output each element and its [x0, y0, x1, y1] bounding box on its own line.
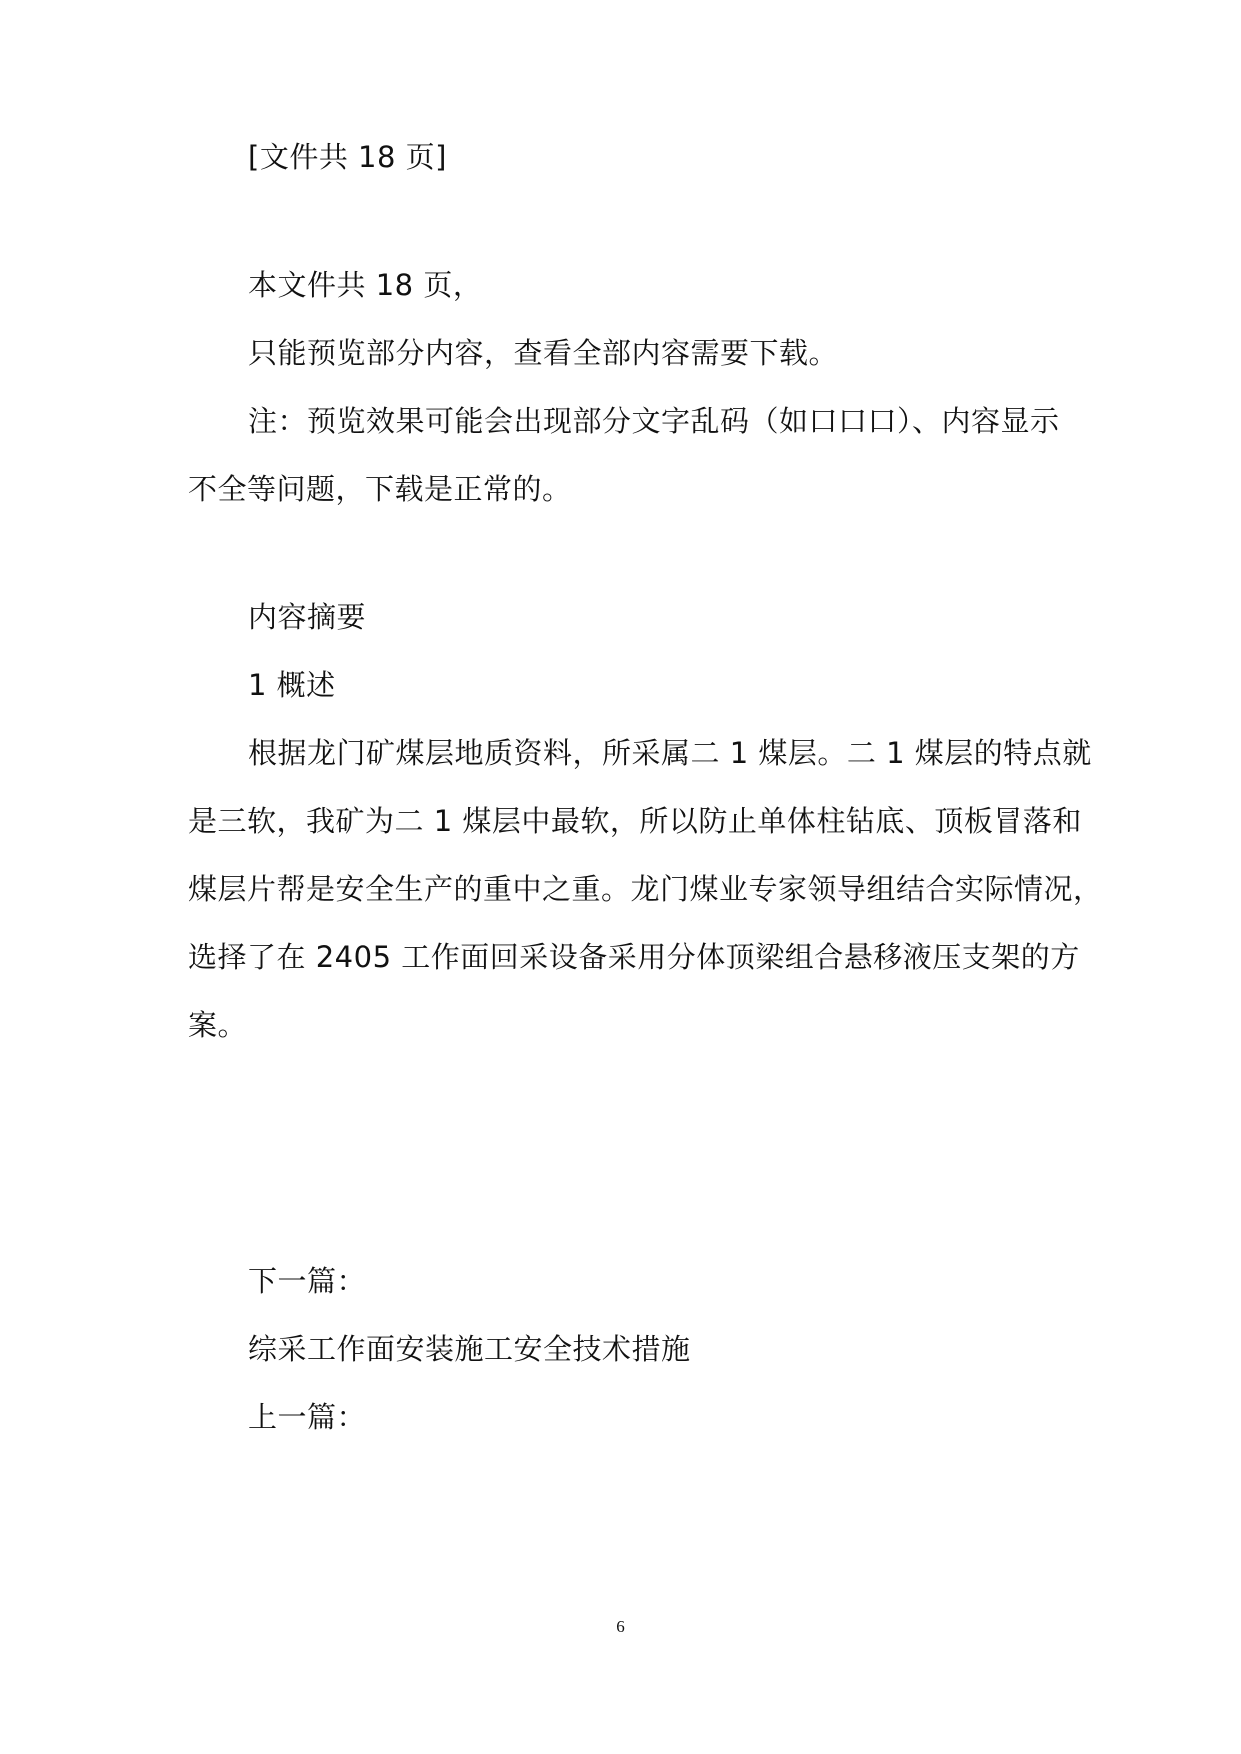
preview-note-line-1: 注：预览效果可能会出现部分文字乱码（如口口口）、内容显示 — [248, 404, 1060, 438]
body-paragraph-line-3: 煤层片帮是安全生产的重中之重。龙门煤业专家领导组结合实际情况， — [188, 872, 1103, 906]
section-heading: 1 概述 — [248, 668, 336, 702]
body-paragraph-line-1: 根据龙门矿煤层地质资料，所采属二 1 煤层。二 1 煤层的特点就 — [248, 736, 1092, 770]
preview-note-line-2: 不全等问题，下载是正常的。 — [188, 472, 572, 506]
preview-notice-line-2: 只能预览部分内容，查看全部内容需要下载。 — [248, 336, 839, 370]
summary-heading: 内容摘要 — [248, 600, 367, 634]
body-paragraph-line-2: 是三软，我矿为二 1 煤层中最软，所以防止单体柱钻底、顶板冒落和 — [188, 804, 1082, 838]
next-article-label: 下一篇： — [248, 1264, 367, 1298]
page-number: 6 — [616, 1617, 625, 1636]
previous-article-label: 上一篇： — [248, 1400, 367, 1434]
body-paragraph-line-4: 选择了在 2405 工作面回采设备采用分体顶梁组合悬移液压支架的方 — [188, 940, 1080, 974]
next-article-link[interactable]: 综采工作面安装施工安全技术措施 — [248, 1332, 691, 1366]
preview-notice-line-1: 本文件共 18 页， — [248, 268, 483, 302]
page-count-note: [文件共 18 页] — [248, 140, 447, 174]
body-paragraph-line-5: 案。 — [188, 1008, 248, 1042]
